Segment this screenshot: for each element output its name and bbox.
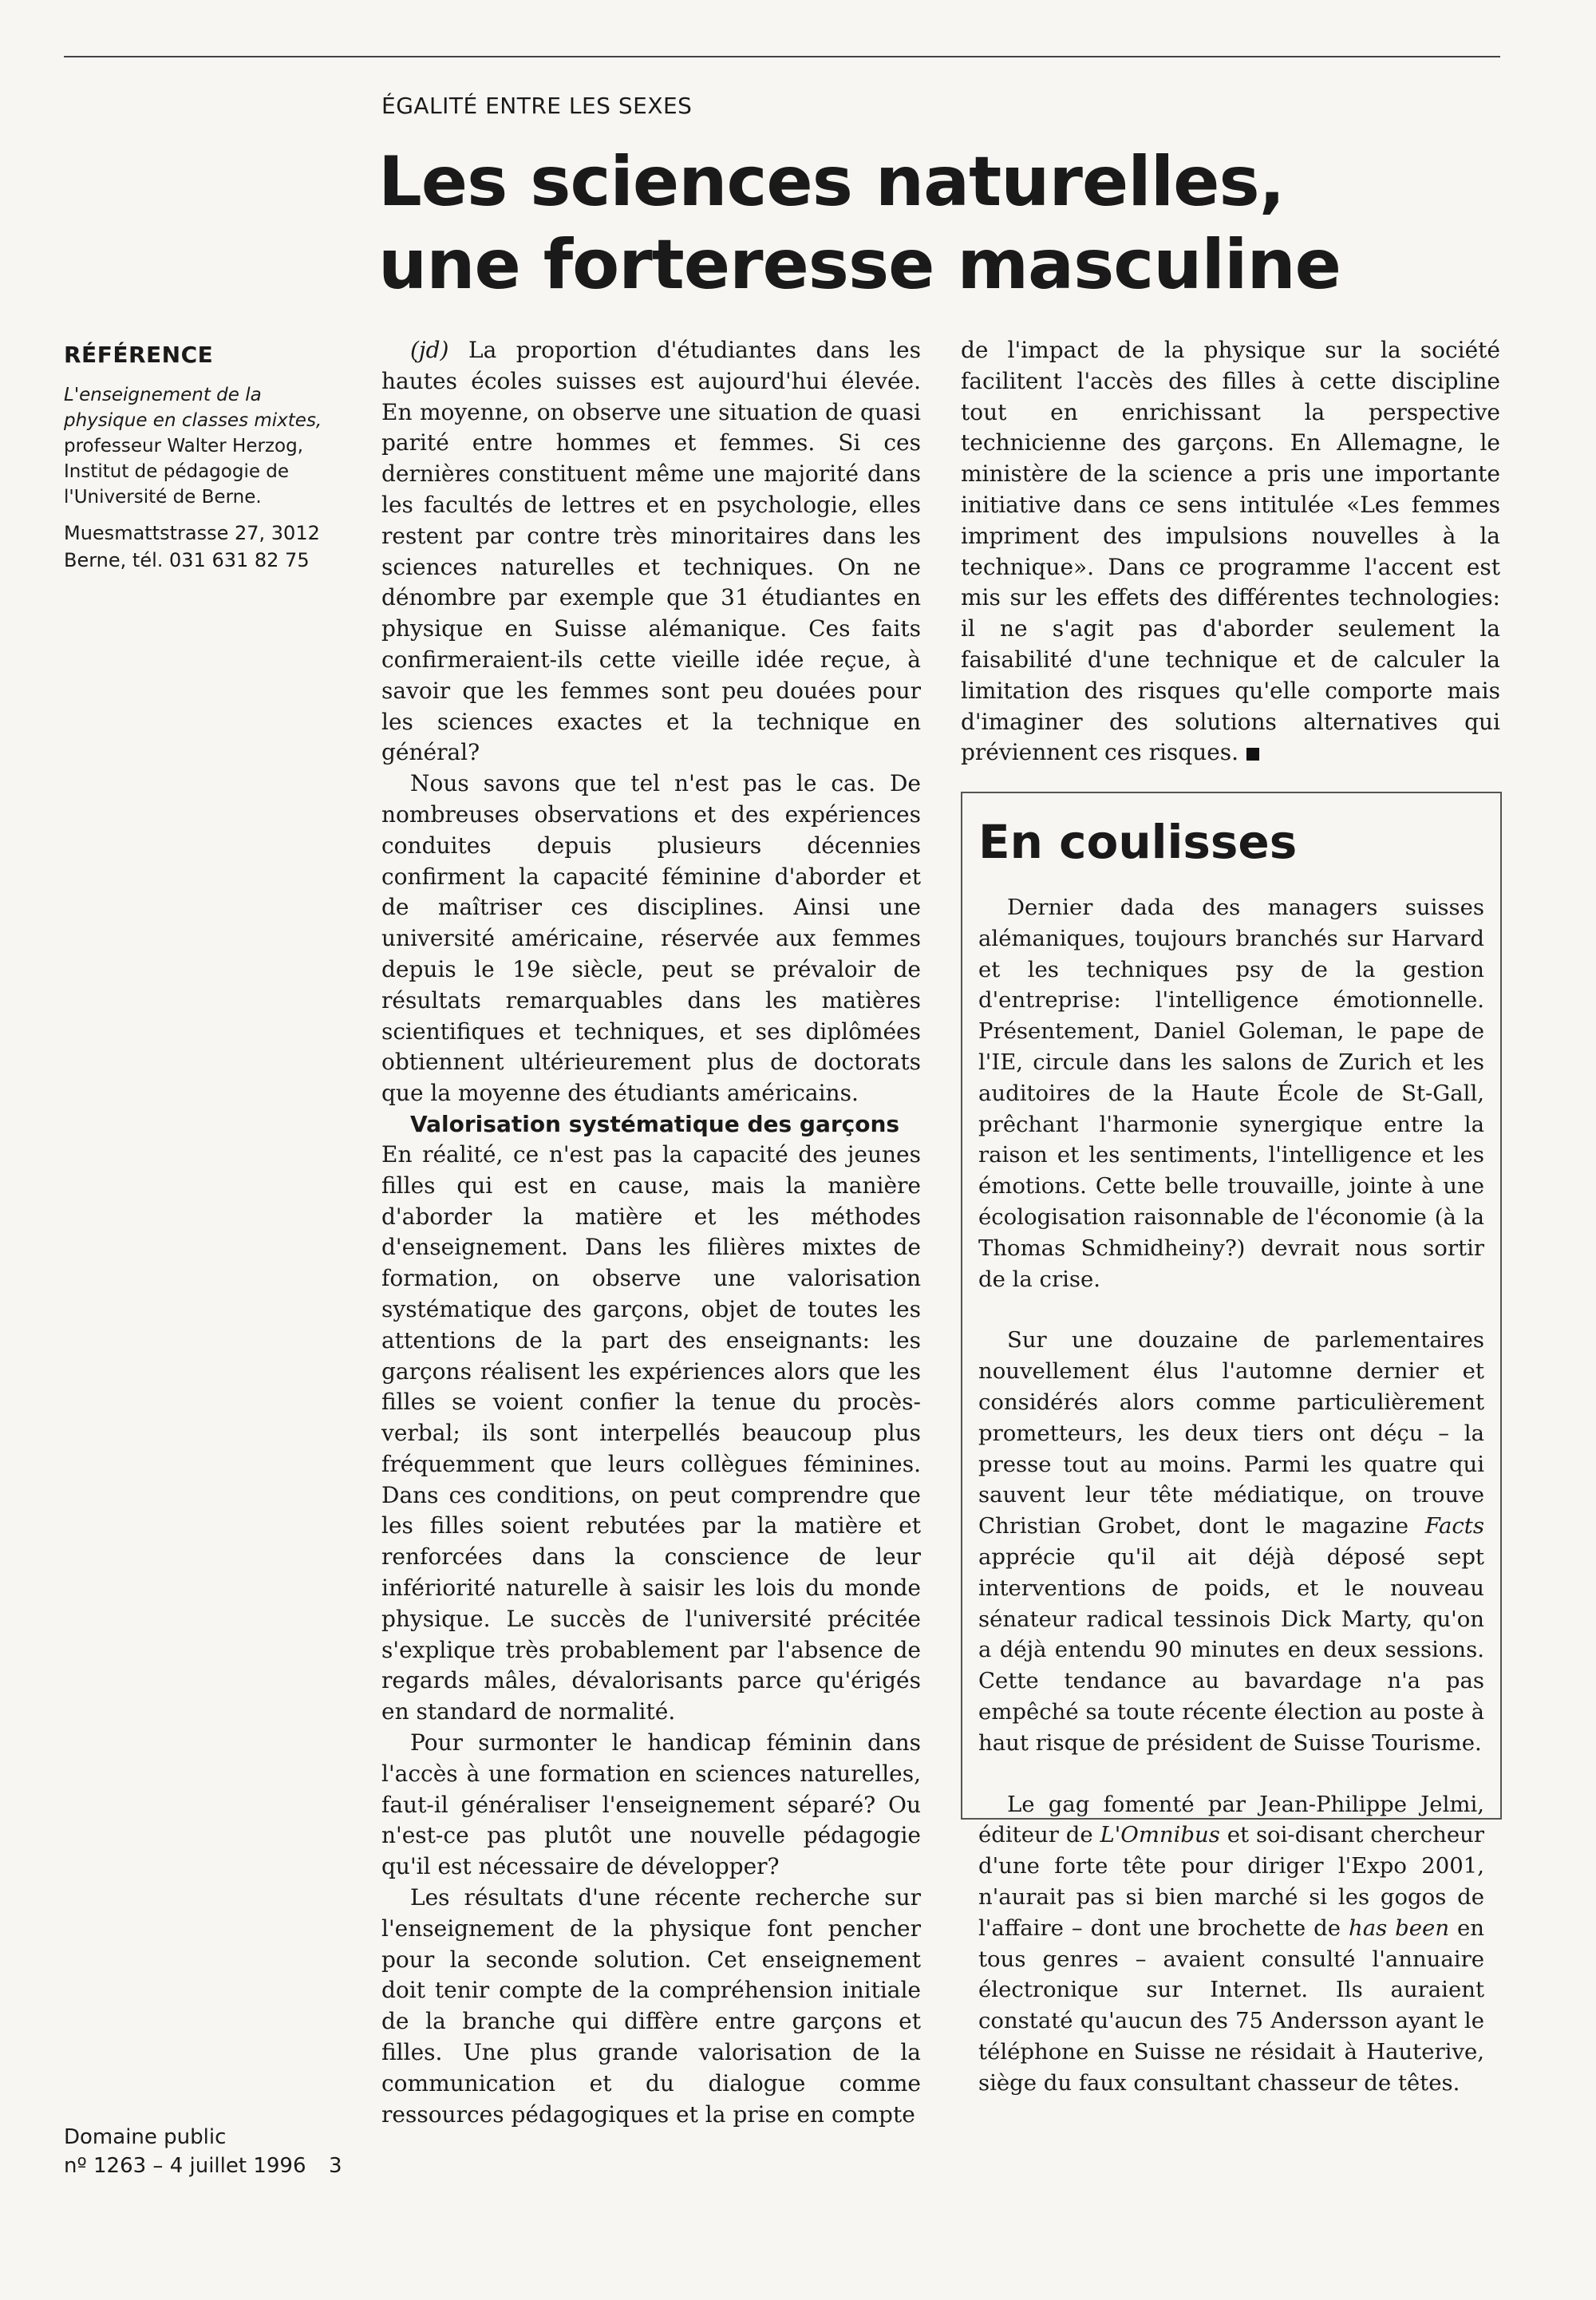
article-paragraph: En réalité, ce n'est pas la capacité des jeunes filles qui est en cause, mais la manière d'aborder la matière et les méthodes d'enseignement. Dans les filières mixtes de formation, on observe une valorisation systématique des garçons, objet de toutes les attentions de la part des enseignants: les garçons réalisent les expériences alors que les filles se voient confier la tenue du procès-verbal; ils sont interpellés beaucoup plus fréquemment que leurs collègues féminines. Dans ces conditions, on peut comprendre que les filles soient rebutées par la matière et renforcées dans la conscience de leur infériorité naturelle à saisir les lois du monde physique. Le succès de l'université précitée s'explique très probablement par l'absence de regards mâles, dévalorisants parce qu'érigés en standard de normalité. <box>381 1140 921 1725</box>
reference-citation <box>64 382 335 510</box>
reference-sidebar <box>64 342 335 574</box>
box-paragraph: Dernier dada des managers suisses alémaniques, toujours branchés sur Harvard et les techniques psy de la gestion d'entreprise: l'intelligence émotionnelle. Présentement, Daniel Goleman, le pape de l'IE, circule dans les salons de Zurich et les auditoires de la Haute École de St-Gall, prêchant l'harmonie synergique entre la raison et les sentiments, l'intelligence et les émotions. Cette belle trouvaille, jointe à une écologisation raisonnable de l'économie (à la Thomas Schmidheiny?) devrait nous sortir de la crise. <box>978 895 1484 1292</box>
box-paragraph: Le gag fomenté par Jean-Philippe Jelmi, éditeur de L'Omnibus et soi-disant chercheur d'une forte tête pour diriger l'Expo 2001, n'aurait pas si bien marché si les gogos de l'affaire – dont une brochette de has been en tous genres – avaient consulté l'annuaire électronique sur Internet. Ils auraient constaté qu'aucun des 75 Andersson ayant le téléphone en Suisse ne résidait à Hauterive, siège du faux consultant chasseur de têtes. <box>978 1791 1485 2096</box>
article-column-2 <box>961 335 1500 769</box>
foreign-phrase: has been <box>1348 1915 1450 1941</box>
magazine-name: Facts <box>1424 1513 1484 1539</box>
article-paragraph: Nous savons que tel n'est pas le cas. De nombreuses observations et des expériences conduites depuis plusieurs décennies confirment la capacité féminine d'aborder et de maîtriser ces disciplines. Ainsi une université américaine, réservée aux femmes depuis le 19e siècle, peut se prévaloir de résultats remarquables dans les matières scientifiques et techniques, et ses diplômées obtiennent ultérieurement plus de doctorats que la moyenne des étudiants américains. <box>381 770 921 1107</box>
section-kicker: ÉGALITÉ ENTRE LES SEXES <box>381 93 693 119</box>
article-column-1 <box>381 335 921 2130</box>
article-paragraph: Les résultats d'une récente recherche sur l'enseignement de la physique font pencher pour la seconde solution. Cet enseignement doit tenir compte de la compréhension initiale de la branche qui diffère entre garçons et filles. Une plus grande valorisation de la communication et du dialogue comme ressources pédagogiques et la prise en compte <box>381 1884 921 2128</box>
publication-title: L'Omnibus <box>1100 1822 1220 1848</box>
reference-title: L'enseignement de la physique en classes mixtes, <box>64 385 322 431</box>
headline-line-1: Les sciences naturelles, <box>378 142 1285 222</box>
box-paragraph: Sur une douzaine de parlementaires nouvellement élus l'automne dernier et considérés alors comme particulièrement prometteurs, les deux tiers ont déçu – la presse tout au moins. Parmi les quatre qui sauvent leur tête médiatique, on trouve Christian Grobet, dont le magazine Facts apprécie qu'il ait déjà déposé sept interventions de poids, et le nouveau sénateur radical tessinois Dick Marty, qu'on a déjà entendu 90 minutes en deux sessions. Cette tendance au bavardage n'a pas empêché sa toute récente élection au poste à haut risque de président de Suisse Tourisme. <box>978 1327 1484 1756</box>
page-number: 3 <box>329 2154 342 2178</box>
reference-address: Muesmattstrasse 27, 3012 Berne, tél. 031 631 82 75 <box>64 522 320 571</box>
reference-heading: RÉFÉRENCE <box>64 342 214 368</box>
headline-line-2: une forteresse masculine <box>378 225 1341 305</box>
article-paragraph: Pour surmonter le handicap féminin dans l'accès à une formation en sciences naturelles, faut-il généraliser l'enseignement séparé? Ou n'est-ce pas plutôt une nouvelle pédagogie qu'il est nécessaire de développer? <box>381 1729 921 1880</box>
en-coulisses-box <box>961 792 1502 2096</box>
article-paragraph: (jd) La proportion d'étudiantes dans les hautes écoles suisses est aujourd'hui élevée. En moyenne, on observe une situation de quasi parité entre hommes et femmes. Si ces dernières constituent même une majorité dans les facultés de lettres et en psychologie, elles restent par contre très minoritaires dans les sciences naturelles et techniques. On ne dénombre par exemple que 31 étudiantes en physique en Suisse alémanique. Ces faits confirmeraient-ils cette vieille idée reçue, à savoir que les femmes sont peu douées pour les sciences exactes et la technique en général? <box>381 337 921 766</box>
byline: (jd) <box>410 337 449 363</box>
page-footer <box>64 2123 351 2180</box>
top-rule <box>64 56 1500 57</box>
publication-name: Domaine public <box>64 2125 227 2149</box>
article-paragraph-continued: de l'impact de la physique sur la société facilitent l'accès des filles à cette discipline tout en enrichissant la perspective technicienne des garçons. En Allemagne, le ministère de la science a pris une importante initiative dans ce sens intitulée «Les femmes impriment des impulsions nouvelles à la technique». Dans ce programme l'accent est mis sur les effets des différentes technologies: il ne s'agit pas d'aborder seulement la faisabilité d'une technique et de calculer la limitation des risques qu'elle comporte mais d'imaginer des solutions alternatives qui préviennent ces risques. <box>961 337 1500 766</box>
box-title: En coulisses <box>978 815 1298 869</box>
reference-author: professeur Walter Herzog, Institut de pédagogie de l'Université de Berne. <box>64 436 303 508</box>
article-headline <box>378 140 1416 306</box>
article-subheading: Valorisation systématique des garçons <box>410 1110 900 1137</box>
issue-info: nº 1263 – 4 juillet 1996 <box>64 2154 306 2178</box>
end-of-article-mark <box>1246 748 1259 761</box>
